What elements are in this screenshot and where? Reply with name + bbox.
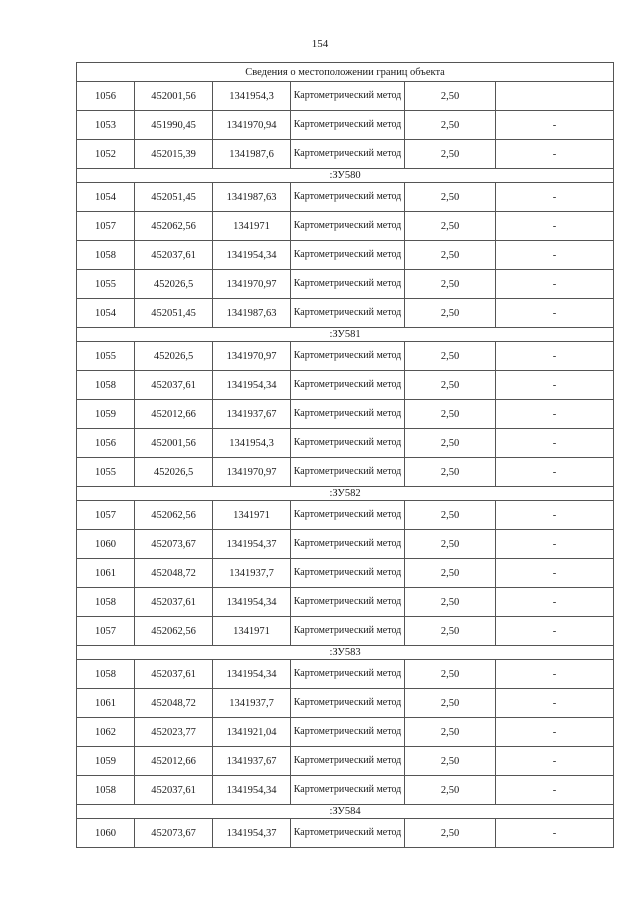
y-coordinate-cell: 1341987,63	[213, 299, 291, 328]
point-number-cell: 1058	[77, 588, 135, 617]
method-cell: Картометрический метод	[291, 270, 405, 299]
table-row	[77, 342, 614, 371]
y-coordinate-cell: 1341970,97	[213, 342, 291, 371]
x-coordinate-cell: 452037,61	[135, 371, 213, 400]
x-coordinate-cell: 452073,67	[135, 530, 213, 559]
note-cell: -	[496, 776, 614, 805]
x-coordinate-cell: 451990,45	[135, 111, 213, 140]
y-coordinate-cell: 1341971	[213, 617, 291, 646]
method-cell: Картометрический метод	[291, 183, 405, 212]
x-coordinate-cell: 452051,45	[135, 299, 213, 328]
y-coordinate-cell: 1341937,67	[213, 400, 291, 429]
accuracy-cell: 2,50	[405, 342, 496, 371]
accuracy-cell: 2,50	[405, 588, 496, 617]
y-coordinate-cell: 1341970,97	[213, 458, 291, 487]
point-number-cell: 1058	[77, 241, 135, 270]
method-cell: Картометрический метод	[291, 400, 405, 429]
y-coordinate-cell: 1341954,37	[213, 819, 291, 848]
note-cell: -	[496, 530, 614, 559]
note-cell: -	[496, 371, 614, 400]
note-cell: -	[496, 342, 614, 371]
method-cell: Картометрический метод	[291, 819, 405, 848]
method-cell: Картометрический метод	[291, 458, 405, 487]
accuracy-cell: 2,50	[405, 111, 496, 140]
point-number-cell: 1058	[77, 660, 135, 689]
method-cell: Картометрический метод	[291, 776, 405, 805]
method-cell: Картометрический метод	[291, 342, 405, 371]
section-label: :ЗУ580	[77, 169, 614, 183]
table-title: Сведения о местоположении границ объекта	[77, 63, 614, 82]
point-number-cell: 1058	[77, 776, 135, 805]
method-cell: Картометрический метод	[291, 559, 405, 588]
x-coordinate-cell: 452062,56	[135, 617, 213, 646]
table-row	[77, 371, 614, 400]
x-coordinate-cell: 452026,5	[135, 342, 213, 371]
note-cell: -	[496, 689, 614, 718]
x-coordinate-cell: 452001,56	[135, 429, 213, 458]
table-row	[77, 776, 614, 805]
point-number-cell: 1056	[77, 429, 135, 458]
y-coordinate-cell: 1341954,37	[213, 530, 291, 559]
table-row	[77, 689, 614, 718]
x-coordinate-cell: 452026,5	[135, 270, 213, 299]
method-cell: Картометрический метод	[291, 718, 405, 747]
table-row	[77, 140, 614, 169]
table-row	[77, 111, 614, 140]
x-coordinate-cell: 452012,66	[135, 400, 213, 429]
point-number-cell: 1060	[77, 530, 135, 559]
section-row	[77, 328, 614, 342]
x-coordinate-cell: 452073,67	[135, 819, 213, 848]
section-label: :ЗУ583	[77, 646, 614, 660]
point-number-cell: 1052	[77, 140, 135, 169]
accuracy-cell: 2,50	[405, 429, 496, 458]
y-coordinate-cell: 1341987,6	[213, 140, 291, 169]
accuracy-cell: 2,50	[405, 299, 496, 328]
method-cell: Картометрический метод	[291, 588, 405, 617]
note-cell: -	[496, 747, 614, 776]
note-cell: -	[496, 400, 614, 429]
table-row	[77, 747, 614, 776]
accuracy-cell: 2,50	[405, 270, 496, 299]
point-number-cell: 1057	[77, 212, 135, 241]
note-cell: -	[496, 588, 614, 617]
method-cell: Картометрический метод	[291, 689, 405, 718]
accuracy-cell: 2,50	[405, 183, 496, 212]
section-row	[77, 169, 614, 183]
point-number-cell: 1055	[77, 270, 135, 299]
table-row	[77, 559, 614, 588]
point-number-cell: 1061	[77, 559, 135, 588]
method-cell: Картометрический метод	[291, 747, 405, 776]
method-cell: Картометрический метод	[291, 660, 405, 689]
table-row	[77, 660, 614, 689]
accuracy-cell: 2,50	[405, 140, 496, 169]
section-label: :ЗУ582	[77, 487, 614, 501]
x-coordinate-cell: 452023,77	[135, 718, 213, 747]
accuracy-cell: 2,50	[405, 718, 496, 747]
accuracy-cell: 2,50	[405, 212, 496, 241]
table-row	[77, 530, 614, 559]
accuracy-cell: 2,50	[405, 400, 496, 429]
table-row	[77, 212, 614, 241]
x-coordinate-cell: 452037,61	[135, 241, 213, 270]
table-row	[77, 718, 614, 747]
accuracy-cell: 2,50	[405, 617, 496, 646]
table-row	[77, 588, 614, 617]
accuracy-cell: 2,50	[405, 660, 496, 689]
accuracy-cell: 2,50	[405, 747, 496, 776]
method-cell: Картометрический метод	[291, 241, 405, 270]
accuracy-cell: 2,50	[405, 241, 496, 270]
note-cell: -	[496, 212, 614, 241]
y-coordinate-cell: 1341954,3	[213, 429, 291, 458]
y-coordinate-cell: 1341970,97	[213, 270, 291, 299]
y-coordinate-cell: 1341921,04	[213, 718, 291, 747]
point-number-cell: 1060	[77, 819, 135, 848]
point-number-cell: 1056	[77, 82, 135, 111]
note-cell: -	[496, 559, 614, 588]
method-cell: Картометрический метод	[291, 429, 405, 458]
table-row	[77, 819, 614, 848]
y-coordinate-cell: 1341954,3	[213, 82, 291, 111]
page-number: 154	[311, 38, 329, 50]
note-cell: -	[496, 429, 614, 458]
y-coordinate-cell: 1341954,34	[213, 660, 291, 689]
method-cell: Картометрический метод	[291, 501, 405, 530]
note-cell: -	[496, 299, 614, 328]
note-cell	[496, 82, 614, 111]
point-number-cell: 1059	[77, 400, 135, 429]
table-row	[77, 458, 614, 487]
point-number-cell: 1057	[77, 617, 135, 646]
accuracy-cell: 2,50	[405, 819, 496, 848]
note-cell: -	[496, 501, 614, 530]
table-row	[77, 299, 614, 328]
note-cell: -	[496, 660, 614, 689]
x-coordinate-cell: 452048,72	[135, 559, 213, 588]
table-row	[77, 429, 614, 458]
y-coordinate-cell: 1341971	[213, 501, 291, 530]
x-coordinate-cell: 452062,56	[135, 501, 213, 530]
note-cell: -	[496, 819, 614, 848]
table-row	[77, 183, 614, 212]
note-cell: -	[496, 140, 614, 169]
point-number-cell: 1062	[77, 718, 135, 747]
point-number-cell: 1059	[77, 747, 135, 776]
accuracy-cell: 2,50	[405, 82, 496, 111]
section-row	[77, 487, 614, 501]
x-coordinate-cell: 452048,72	[135, 689, 213, 718]
table-row	[77, 241, 614, 270]
y-coordinate-cell: 1341954,34	[213, 588, 291, 617]
y-coordinate-cell: 1341937,7	[213, 689, 291, 718]
x-coordinate-cell: 452037,61	[135, 776, 213, 805]
note-cell: -	[496, 183, 614, 212]
point-number-cell: 1057	[77, 501, 135, 530]
method-cell: Картометрический метод	[291, 82, 405, 111]
y-coordinate-cell: 1341970,94	[213, 111, 291, 140]
y-coordinate-cell: 1341954,34	[213, 776, 291, 805]
table-row	[77, 617, 614, 646]
section-row	[77, 646, 614, 660]
y-coordinate-cell: 1341987,63	[213, 183, 291, 212]
x-coordinate-cell: 452051,45	[135, 183, 213, 212]
boundary-coordinates-table	[76, 62, 614, 848]
x-coordinate-cell: 452015,39	[135, 140, 213, 169]
accuracy-cell: 2,50	[405, 776, 496, 805]
table-row	[77, 501, 614, 530]
section-label: :ЗУ584	[77, 805, 614, 819]
x-coordinate-cell: 452026,5	[135, 458, 213, 487]
note-cell: -	[496, 270, 614, 299]
table-row	[77, 270, 614, 299]
note-cell: -	[496, 111, 614, 140]
point-number-cell: 1054	[77, 183, 135, 212]
note-cell: -	[496, 458, 614, 487]
section-label: :ЗУ581	[77, 328, 614, 342]
method-cell: Картометрический метод	[291, 530, 405, 559]
method-cell: Картометрический метод	[291, 371, 405, 400]
point-number-cell: 1055	[77, 458, 135, 487]
point-number-cell: 1054	[77, 299, 135, 328]
note-cell: -	[496, 241, 614, 270]
x-coordinate-cell: 452037,61	[135, 660, 213, 689]
y-coordinate-cell: 1341971	[213, 212, 291, 241]
method-cell: Картометрический метод	[291, 111, 405, 140]
point-number-cell: 1053	[77, 111, 135, 140]
point-number-cell: 1058	[77, 371, 135, 400]
point-number-cell: 1055	[77, 342, 135, 371]
note-cell: -	[496, 718, 614, 747]
accuracy-cell: 2,50	[405, 530, 496, 559]
accuracy-cell: 2,50	[405, 371, 496, 400]
section-row	[77, 805, 614, 819]
x-coordinate-cell: 452001,56	[135, 82, 213, 111]
y-coordinate-cell: 1341937,67	[213, 747, 291, 776]
x-coordinate-cell: 452012,66	[135, 747, 213, 776]
table-title-row	[77, 63, 614, 82]
x-coordinate-cell: 452062,56	[135, 212, 213, 241]
accuracy-cell: 2,50	[405, 689, 496, 718]
accuracy-cell: 2,50	[405, 501, 496, 530]
point-number-cell: 1061	[77, 689, 135, 718]
y-coordinate-cell: 1341954,34	[213, 371, 291, 400]
accuracy-cell: 2,50	[405, 559, 496, 588]
method-cell: Картометрический метод	[291, 617, 405, 646]
method-cell: Картометрический метод	[291, 140, 405, 169]
method-cell: Картометрический метод	[291, 212, 405, 241]
y-coordinate-cell: 1341954,34	[213, 241, 291, 270]
note-cell: -	[496, 617, 614, 646]
accuracy-cell: 2,50	[405, 458, 496, 487]
x-coordinate-cell: 452037,61	[135, 588, 213, 617]
table-row	[77, 82, 614, 111]
method-cell: Картометрический метод	[291, 299, 405, 328]
y-coordinate-cell: 1341937,7	[213, 559, 291, 588]
table-row	[77, 400, 614, 429]
